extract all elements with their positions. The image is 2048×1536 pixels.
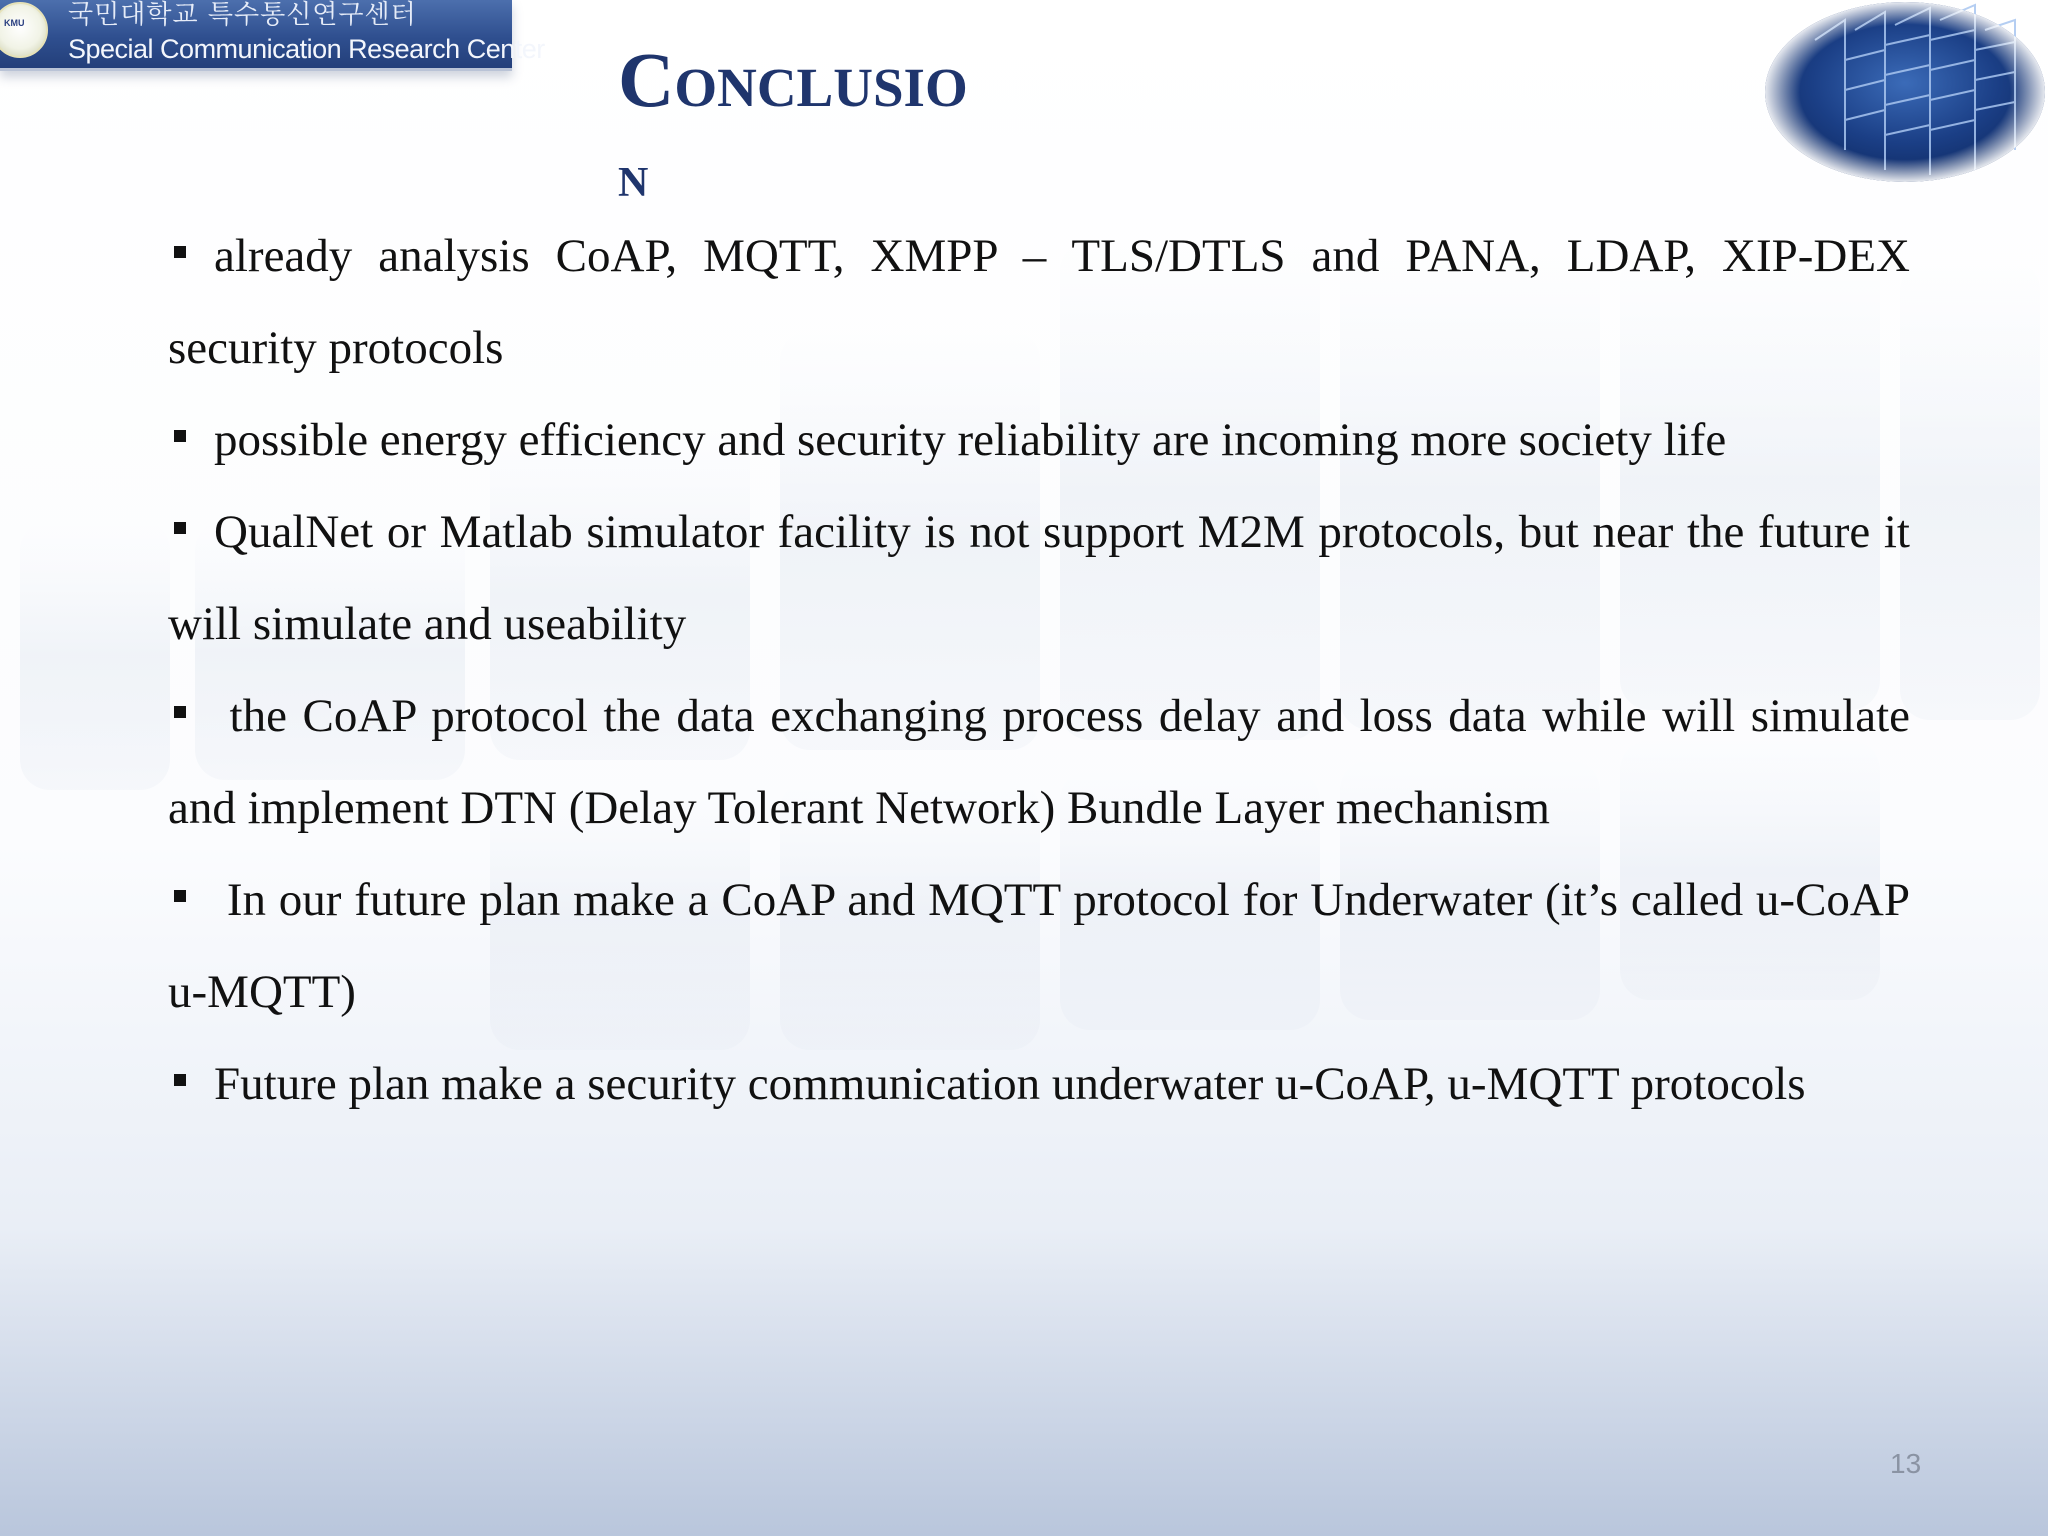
square-bullet-icon — [174, 1074, 186, 1086]
slide-title-line1: Conclusio — [618, 36, 968, 123]
bullet-text: possible energy efficiency and security reliability are incoming more society life — [214, 414, 1727, 466]
bullet-item — [168, 670, 1910, 854]
bullet-list — [168, 210, 1910, 1130]
square-bullet-icon — [174, 430, 186, 442]
emblem-text: KMU — [4, 18, 25, 28]
page-number: 13 — [1890, 1448, 1922, 1479]
bullet-text: QualNet or Matlab simulator facility is not support M2M protocols, but near the future it will simulate and useability — [168, 506, 1910, 650]
bullet-item — [168, 394, 1910, 486]
bullet-item — [168, 854, 1910, 1038]
square-bullet-icon — [174, 706, 186, 718]
bullet-item — [168, 210, 1910, 394]
bullet-text: In our future plan make a CoAP and MQTT protocol for Underwater (it’s called u-CoAP u-MQTT) — [168, 874, 1910, 1018]
logo-korean-text: 국민대학교 특수통신연구센터 — [68, 0, 417, 30]
logo-banner — [0, 0, 545, 71]
bullet-text: Future plan make a security communication underwater u-CoAP, u-MQTT protocols — [214, 1058, 1806, 1110]
square-bullet-icon — [174, 246, 186, 258]
university-emblem-icon — [0, 2, 48, 58]
slide-title-line2: n — [618, 143, 649, 209]
square-bullet-icon — [174, 890, 186, 902]
bullet-text: the CoAP protocol the data exchanging process delay and loss data while will simulate and implement DTN (Delay Tolerant Network) Bundle Layer mechanism — [168, 690, 1910, 834]
bullet-item — [168, 486, 1910, 670]
slide-title — [618, 32, 1038, 224]
logo-english-text: Special Communication Research Center — [68, 34, 545, 64]
bullet-item — [168, 1038, 1910, 1130]
bullet-text: already analysis CoAP, MQTT, XMPP – TLS/DTLS and PANA, LDAP, XIP-DEX security protocols — [168, 230, 1910, 374]
circuit-globe-icon — [1755, 0, 2045, 185]
square-bullet-icon — [174, 522, 186, 534]
